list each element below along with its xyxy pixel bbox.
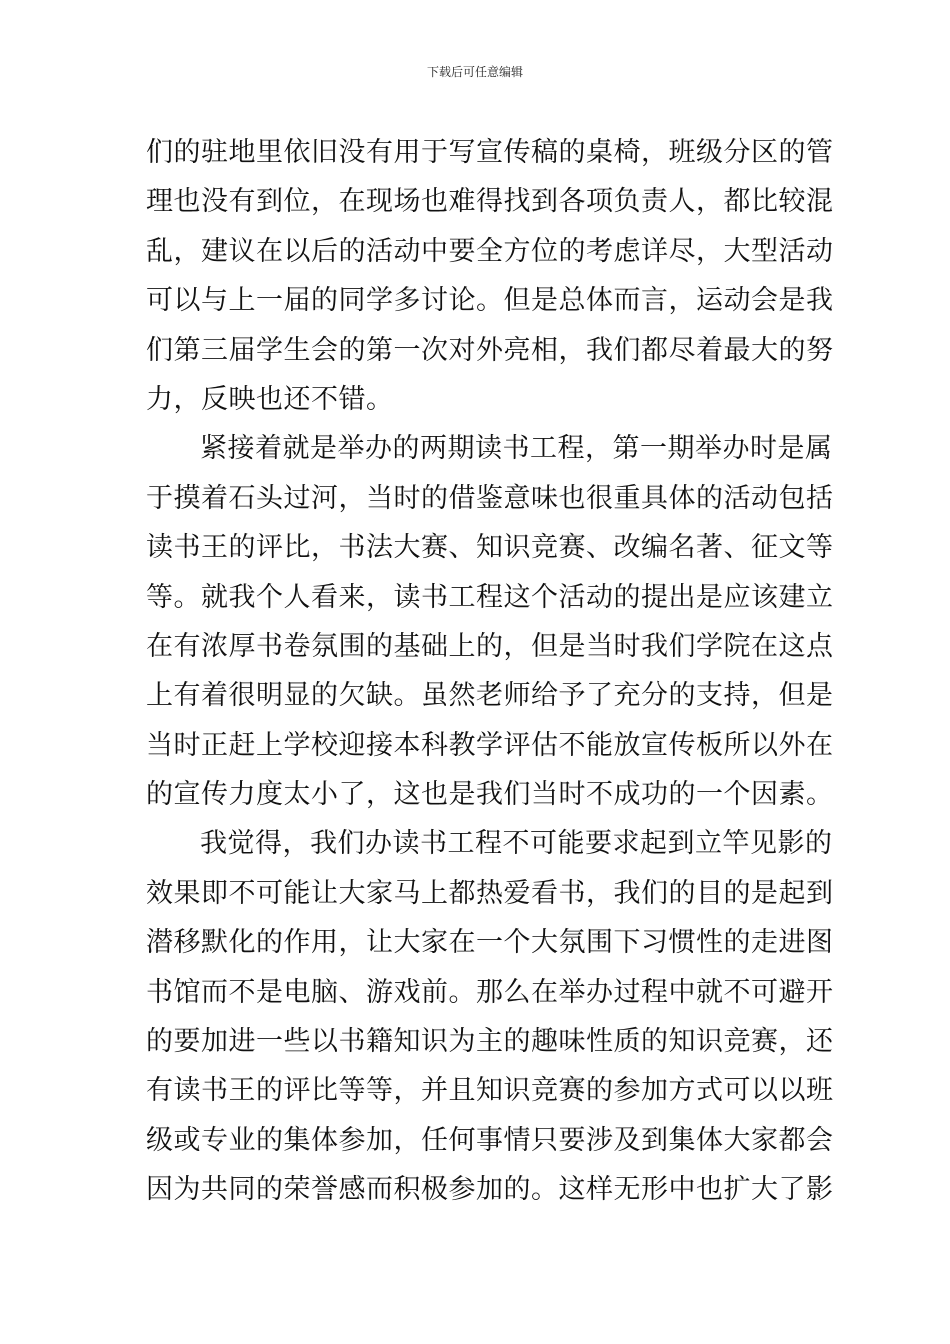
text-line: 理也没有到位，在现场也难得找到各项负责人，都比较混 [146,186,834,218]
paragraph [146,128,834,424]
text-line: 级或专业的集体参加，任何事情只要涉及到集体大家都会 [146,1124,834,1156]
text-line: 上有着很明显的欠缺。虽然老师给予了充分的支持，但是 [146,680,834,712]
text-line: 们第三届学生会的第一次对外亮相，我们都尽着最大的努 [146,334,834,366]
text-line: 们的驻地里依旧没有用于写宣传稿的桌椅，班级分区的管 [146,137,834,168]
text-line: 在有浓厚书卷氛围的基础上的，但是当时我们学院在这点 [146,630,834,662]
text-line: 当时正赶上学校迎接本科教学评估不能放宣传板所以外在 [146,729,834,761]
paragraph [146,424,834,819]
text-line: 的要加进一些以书籍知识为主的趣味性质的知识竞赛，还 [146,1026,834,1058]
text-line: 读书王的评比，书法大赛、知识竞赛、改编名著、征文等 [146,532,834,564]
text-line: 效果即不可能让大家马上都热爱看书，我们的目的是起到 [146,877,834,909]
body-text [146,128,834,1215]
paragraph [146,819,834,1214]
text-line: 的宣传力度太小了，这也是我们当时不成功的一个因素。 [146,779,834,811]
text-line: 乱，建议在以后的活动中要全方位的考虑详尽，大型活动 [146,235,834,267]
text-line: 书馆而不是电脑、游戏前。那么在举办过程中就不可避开 [146,976,834,1008]
text-line: 我觉得，我们办读书工程不可能要求起到立竿见影的 [200,828,833,860]
text-line: 等。就我个人看来，读书工程这个活动的提出是应该建立 [146,581,834,613]
text-line: 紧接着就是举办的两期读书工程，第一期举办时是属 [200,433,833,465]
text-line: 潜移默化的作用，让大家在一个大氛围下习惯性的走进图 [146,927,834,959]
text-line: 可以与上一届的同学多讨论。但是总体而言，运动会是我 [146,285,834,317]
text-line: 因为共同的荣誉感而积极参加的。这样无形中也扩大了影 [146,1174,834,1206]
text-line: 于摸着石头过河，当时的借鉴意味也很重具体的活动包括 [146,482,834,514]
text-line: 力，反映也还不错。 [146,383,394,415]
page-header: 下载后可任意编辑 [426,65,523,79]
text-line: 有读书王的评比等等，并且知识竞赛的参加方式可以以班 [146,1075,834,1107]
